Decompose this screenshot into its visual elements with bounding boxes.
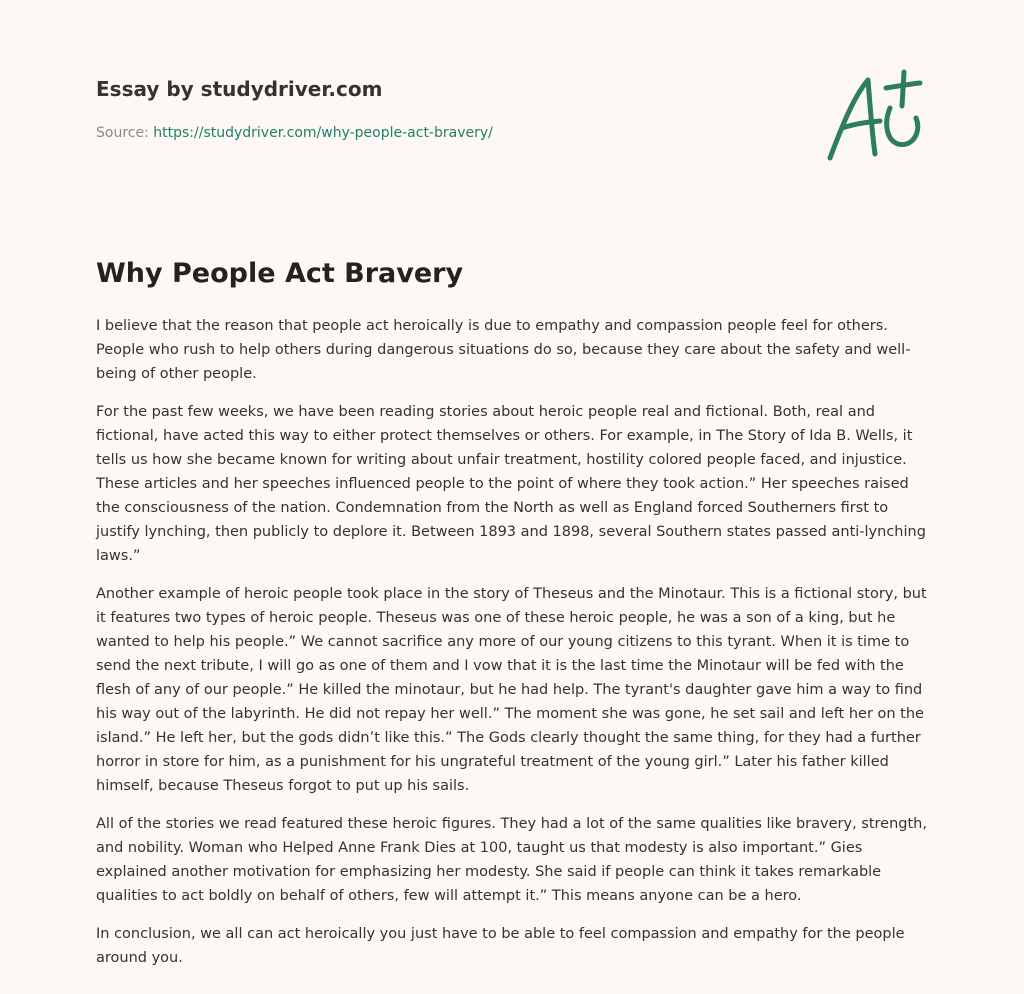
essay-by-heading: Essay by studydriver.com [96, 77, 383, 101]
essay-header [96, 74, 796, 143]
source-line [96, 123, 796, 143]
essay-body [96, 314, 932, 984]
essay-paragraph: All of the stories we read featured these heroic figures. They had a lot of the same qualities like bravery, strength, and nobility. Woman who Helped Anne Frank Dies at 100, taught us that modesty is also important.” Gies explained another motivation for emphasizing her modesty. She said if people can think it takes remarkable qualities to act boldly on behalf of others, few will attempt it.” This means anyone can be a hero. [96, 816, 927, 904]
source-link[interactable]: https://studydriver.com/why-people-act-bravery/ [153, 125, 493, 141]
a-plus-logo-icon [820, 66, 930, 166]
source-label: Source: [96, 125, 154, 141]
essay-paragraph: I believe that the reason that people act heroically is due to empathy and compassion people feel for others. People who rush to help others during dangerous situations do so, because they care about the safety and well-being of other people. [96, 318, 911, 382]
essay-paragraph: In conclusion, we all can act heroically you just have to be able to feel compassion and empathy for the people around you. [96, 926, 905, 966]
essay-title: Why People Act Bravery [96, 258, 464, 289]
essay-paragraph: Another example of heroic people took place in the story of Theseus and the Minotaur. This is a fictional story, but it features two types of heroic people. Theseus was one of these heroic people, he was a son of a king, but he wanted to help his people.” We cannot sacrifice any more of our young citizens to this tyrant. When it is time to send the next tribute, I will go as one of them and I vow that it is the last time the Minotaur will be fed with the flesh of any of our people.” He killed the minotaur, but he had help. The tyrant's daughter gave him a way to find his way out of the labyrinth. He did not repay her well.” The moment she was gone, he set sail and left her on the island.” He left her, but the gods didn’t like this.” The Gods clearly thought the same thing, for they had a further horror in store for him, as a punishment for his ungrateful treatment of the young girl.” Later his father killed himself, because Theseus forgot to put up his sails. [96, 586, 927, 794]
essay-paragraph: For the past few weeks, we have been reading stories about heroic people real and fictional. Both, real and fictional, have acted this way to either protect themselves or others. For example, in The Story of Ida B. Wells, it tells us how she became known for writing about unfair treatment, hostility colored people faced, and injustice. These articles and her speeches influenced people to the point of where they took action.” Her speeches raised the consciousness of the nation. Condemnation from the North as well as England forced Southerners first to justify lynching, then publicly to deplore it. Between 1893 and 1898, several Southern states passed anti-lynching laws.” [96, 404, 926, 564]
